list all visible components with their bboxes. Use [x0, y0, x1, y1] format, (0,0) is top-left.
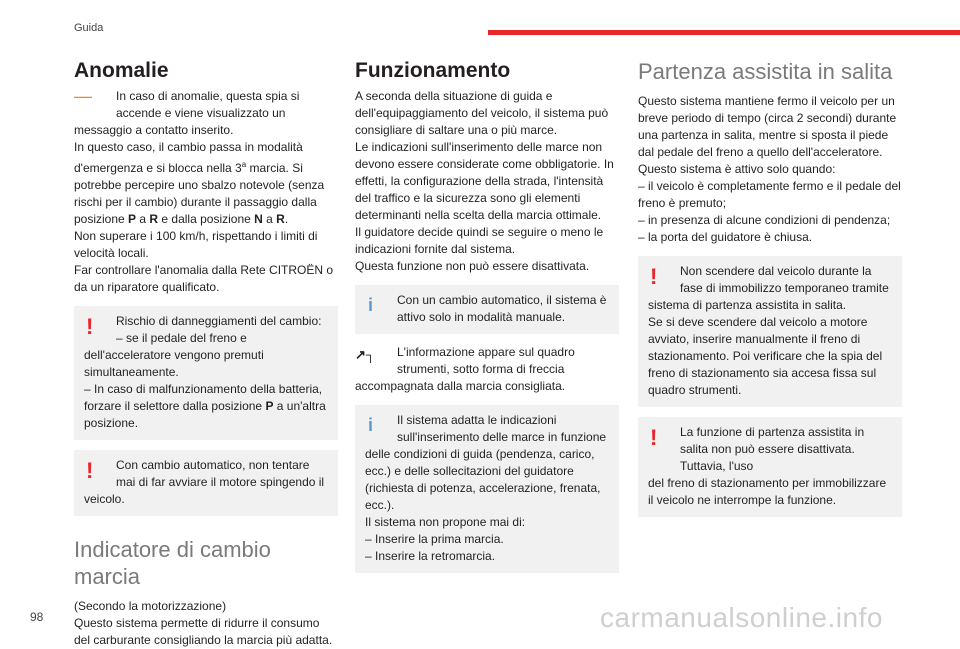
column-1	[74, 58, 338, 649]
anomalie-intro-lead: In caso di anomalie, questa spia si accende e viene visualizzato un	[116, 89, 300, 120]
warning-icon: !	[86, 314, 94, 339]
funz-paragraph-4: Questa funzione non può essere disattivata.	[355, 259, 590, 273]
anomalie-paragraph-4: Far controllare l'anomalia dalla Rete CITROËN o da un riparatore qualificato.	[74, 263, 334, 294]
gear-shift-arrow-icon: ↗┐	[355, 347, 376, 362]
anomalie-intro-rest: messaggio a contatto inserito.	[74, 123, 234, 137]
anomalie-paragraph-3: Non superare i 100 km/h, rispettando i limiti di velocità locali.	[74, 229, 318, 260]
heading-funzionamento: Funzionamento	[355, 59, 511, 82]
warning-box-push-start: ! Con cambio automatico, non tentare mai di far avviare il motore spingendo il veicolo.	[74, 450, 338, 516]
section-header: Guida	[74, 22, 104, 34]
shift-indicator-note: ↗┐ L'informazione appare sul quadro strumenti, sotto forma di freccia accompagnata dalla marcia consigliata.	[355, 345, 575, 393]
anomalie-paragraph-2: In questo caso, il cambio passa in modalità d'emergenza e si blocca nella 3$^a$ marcia. Si potrebbe percepire uno sbalzo notevole (senza rischi per il cambio) durante il passaggio dalla posizione P a R e dalla posizione N a R.	[74, 140, 325, 226]
info-icon: i	[368, 295, 374, 315]
wrench-icon: ―	[74, 86, 92, 106]
warning-icon: !	[650, 425, 658, 450]
column-2	[355, 58, 619, 583]
partenza-paragraph-1: Questo sistema mantiene fermo il veicolo per un breve periodo di tempo (circa 2 secondi) durante una partenza in salita, mentre si sposta il piede dal pedale del freno a quello dell'acceleratore.	[638, 94, 897, 159]
warning-box-gearbox: ! Rischio di danneggiamenti del cambio: – se il pedale del freno e dell'acceleratore vengono premuti simultaneamente. – In caso di malfunzionamento della batteria, forzare il selettore dalla posizione P a un'altra posizione.	[74, 306, 338, 440]
page-number: 98	[30, 610, 44, 624]
partenza-list-item: – il veicolo è completamente fermo e il pedale del freno è premuto;	[638, 179, 901, 210]
funz-paragraph-3: Il guidatore decide quindi se seguire o meno le indicazioni fornite dal sistema.	[355, 225, 604, 256]
warning-icon: !	[650, 264, 658, 289]
heading-partenza: Partenza assistita in salita	[638, 59, 893, 84]
info-box-automatic: i Con un cambio automatico, il sistema è attivo solo in modalità manuale.	[355, 285, 619, 334]
anomalie-intro	[74, 88, 338, 139]
column-3	[638, 58, 902, 527]
warning-box-immobilizzo: ! Non scendere dal veicolo durante la fase di immobilizzo temporaneo tramite sistema di partenza assistita in salita. Se si deve scendere dal veicolo a motore avviato, inserire manualmente il freno di stazionamento. Poi verificare che la spia del freno di stazionamento sia accesa fissa sul quadro strumenti.	[638, 256, 902, 407]
warning-icon: !	[86, 458, 94, 483]
indicatore-paragraph-2: Questo sistema permette di ridurre il consumo del carburante consigliando la marcia più adatta.	[74, 616, 333, 647]
funz-paragraph-1: A seconda della situazione di guida e dell'equipaggiamento del veicolo, il sistema può consigliare di saltare una o più marce.	[355, 89, 609, 137]
funz-paragraph-2: Le indicazioni sull'inserimento delle marce non devono essere considerate come obbligatorie. In effetti, la configurazione della strada, l'intensità del traffico e la sicurezza sono gli elementi determinanti nella scelta della marcia ottimale.	[355, 140, 614, 222]
partenza-paragraph-2: Questo sistema è attivo solo quando:	[638, 162, 836, 176]
watermark: carmanualsonline.info	[600, 602, 883, 633]
partenza-list-item: – in presenza di alcune condizioni di pendenza;	[638, 213, 891, 227]
heading-indicatore: Indicatore di cambio marcia	[74, 537, 271, 589]
heading-anomalie: Anomalie	[74, 59, 169, 82]
info-icon: i	[368, 415, 374, 435]
partenza-list-item: – la porta del guidatore è chiusa.	[638, 230, 813, 244]
info-box-adapts: i Il sistema adatta le indicazioni sull'inserimento delle marce in funzione delle condizioni di guida (pendenza, carico, ecc.) e delle sollecitazioni del guidatore (richiesta di potenza, accelerazione, frenata, ecc.). Il sistema non propone mai di: – Inserire la prima marcia. – Inserire la retromarcia.	[355, 405, 619, 573]
warning-box-disable: ! La funzione di partenza assistita in salita non può essere disattivata. Tuttavia, l'uso del freno di stazionamento per immobilizzare il veicolo ne interrompe la funzione.	[638, 417, 902, 517]
indicatore-paragraph-1: (Secondo la motorizzazione)	[74, 599, 227, 613]
header-accent-bar	[488, 30, 960, 35]
